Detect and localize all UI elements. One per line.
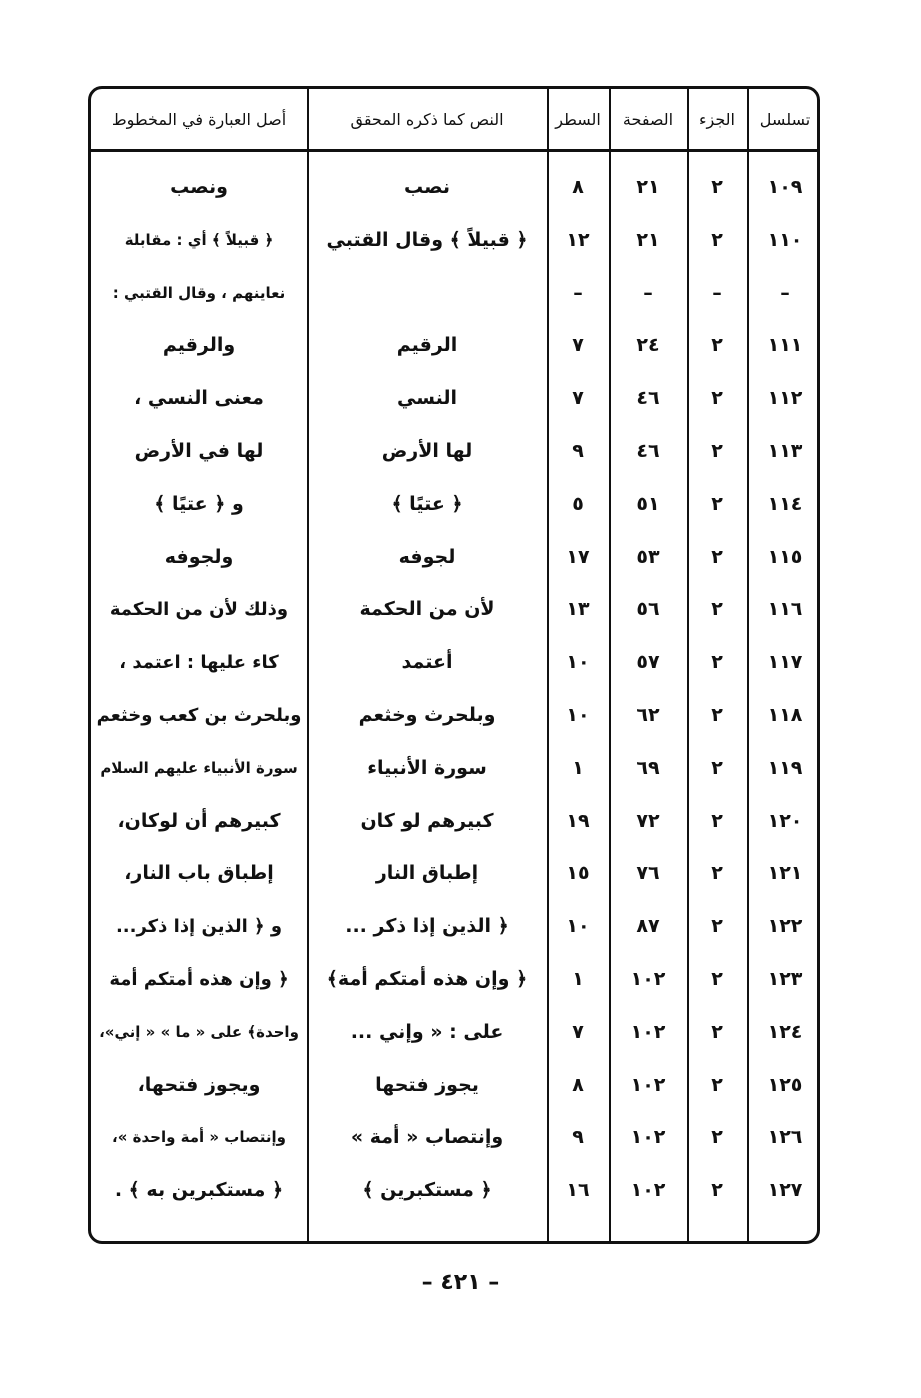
cell-part: ٢ <box>711 704 723 726</box>
cell-editor-text: إطباق النار <box>375 862 479 885</box>
cell-page: ٥١ <box>636 492 660 515</box>
cell-editor-text: لها الأرض <box>381 440 473 462</box>
cell-part: ٢ <box>711 1126 723 1149</box>
page-number: – ٤٢١ – <box>421 1270 500 1295</box>
cell-manuscript-text: والرقيم <box>162 334 236 357</box>
cell-serial: ١٢٢ <box>767 915 803 938</box>
cell-line: ١٩ <box>566 809 590 832</box>
cell-page: ٦٢ <box>636 704 660 726</box>
cell-line: ١٠ <box>566 704 590 726</box>
cell-page: ١٠٢ <box>630 1126 666 1149</box>
cell-part: ٢ <box>711 756 723 779</box>
cell-part: ٢ <box>711 1179 723 1202</box>
cell-serial: ١٢١ <box>767 862 803 885</box>
cell-editor-text: يجوز فتحها <box>375 1073 479 1096</box>
cell-manuscript-text: ﴿ قبيلاً ﴾ أي : مقابلة <box>124 230 274 249</box>
cell-page: ٥٣ <box>636 545 660 568</box>
cell-manuscript-text: ونصب <box>170 176 228 198</box>
cell-manuscript-text: واحدة﴾ على « ما » « إني»، <box>99 1022 299 1041</box>
cell-serial: ١١٨ <box>767 704 803 726</box>
cell-serial: ١١٤ <box>767 492 803 515</box>
cell-page: ١٠٢ <box>630 1179 666 1202</box>
cell-manuscript-text: ولجوفه <box>164 545 234 568</box>
header-line: السطر <box>555 109 601 129</box>
cell-part: ٢ <box>711 968 723 990</box>
cell-page: ٨٧ <box>636 915 660 938</box>
cell-manuscript-text: إطباق باب النار، <box>124 862 274 885</box>
cell-page: ٢١ <box>636 228 660 251</box>
cell-manuscript-text: لها في الأرض <box>134 440 264 462</box>
cell-serial: ١١٠ <box>767 228 803 251</box>
header-manuscript-text: أصل العبارة في المخطوط <box>111 109 287 129</box>
header-part: الجزء <box>699 109 735 129</box>
cell-manuscript-text: كبيرهم أن لوكان، <box>117 809 281 832</box>
cell-line: ١ <box>572 756 584 779</box>
cell-editor-text: نصب <box>404 176 450 198</box>
cell-line: ١٢ <box>566 228 590 251</box>
cell-page: ٤٦ <box>636 387 660 410</box>
cell-editor-text: أعتمد <box>401 651 453 674</box>
cell-serial: ١٢٦ <box>767 1126 803 1149</box>
cell-manuscript-text: و ﴿ عتيًا ﴾ <box>154 492 244 515</box>
cell-part: ٢ <box>711 492 723 515</box>
cell-serial: ١١١ <box>767 334 803 357</box>
header-editor-text: النص كما ذكره المحقق <box>350 109 504 129</box>
cell-manuscript-text: وذلك لأن من الحكمة <box>109 598 289 620</box>
cell-editor-text: سورة الأنبياء <box>367 756 487 779</box>
cell-page: ٧٢ <box>636 809 660 832</box>
cell-line: ١٣ <box>566 598 590 621</box>
cell-page: – <box>643 281 653 304</box>
cell-part: ٢ <box>711 176 723 198</box>
cell-line: ١٧ <box>566 545 590 568</box>
cell-editor-text: ﴿ قبيلاً ﴾ وقال القتبي <box>326 228 528 251</box>
cell-manuscript-text: ويجوز فتحها، <box>137 1073 261 1096</box>
cell-manuscript-text: كاء عليها : اعتمد ، <box>119 651 279 673</box>
cell-manuscript-text: سورة الأنبياء عليهم السلام <box>100 758 298 777</box>
cell-manuscript-text: ﴿ مستكبرين به ﴾ . <box>114 1179 284 1202</box>
cell-line: ١٠ <box>566 651 590 674</box>
cell-manuscript-text: نعاينهم ، وقال القتبي : <box>112 283 286 302</box>
cell-line: ٨ <box>572 1073 584 1096</box>
cell-line: ٩ <box>572 440 584 462</box>
cell-manuscript-text: وبلحرث بن كعب وخثعم <box>96 704 302 726</box>
cell-line: ١٠ <box>566 915 590 938</box>
cell-part: ٢ <box>711 651 723 674</box>
cell-line: ٧ <box>572 387 584 410</box>
cell-part: ٢ <box>711 387 723 410</box>
cell-manuscript-text: ﴿ وإن هذه أمتكم أمة <box>109 968 289 990</box>
cell-page: ٢٤ <box>636 334 660 357</box>
cell-page: ١٠٢ <box>630 1073 666 1096</box>
cell-line: ١٥ <box>566 862 590 885</box>
cell-serial: ١٢٤ <box>767 1020 803 1043</box>
cell-editor-text: وإنتصاب « أمة » <box>350 1126 504 1149</box>
cell-part: – <box>712 281 722 304</box>
cell-serial: ١٢٧ <box>767 1179 803 1202</box>
cell-serial: ١١٧ <box>767 651 803 674</box>
data-table <box>88 86 820 1244</box>
header-divider <box>91 149 817 152</box>
cell-serial: ١١٢ <box>767 387 803 410</box>
cell-serial: – <box>780 281 790 304</box>
cell-editor-text: ﴿ مستكبرين ﴾ <box>362 1179 492 1202</box>
cell-line: ٨ <box>572 176 584 198</box>
cell-line: – <box>573 281 583 304</box>
cell-line: ٥ <box>572 492 584 515</box>
cell-serial: ١١٥ <box>767 545 803 568</box>
cell-manuscript-text: و ﴿ الذين إذا ذكر... <box>115 915 283 937</box>
cell-part: ٢ <box>711 545 723 568</box>
cell-serial: ١٢٠ <box>767 809 803 832</box>
cell-page: ٧٦ <box>636 862 660 885</box>
cell-editor-text: ﴿ عتيًا ﴾ <box>391 492 463 515</box>
cell-page: ١٠٢ <box>630 968 666 990</box>
cell-manuscript-text: معنى النسي ، <box>134 387 264 410</box>
header-serial: تسلسل <box>759 109 811 129</box>
cell-line: ١ <box>572 968 584 990</box>
cell-serial: ١٢٥ <box>767 1073 803 1096</box>
cell-line: ٩ <box>572 1126 584 1149</box>
cell-part: ٢ <box>711 862 723 885</box>
cell-page: ٢١ <box>636 176 660 198</box>
cell-page: ١٠٢ <box>630 1020 666 1043</box>
cell-part: ٢ <box>711 228 723 251</box>
cell-editor-text: ﴿ الذين إذا ذكر ... <box>345 915 509 938</box>
cell-part: ٢ <box>711 440 723 462</box>
cell-page: ٤٦ <box>636 440 660 462</box>
cell-editor-text: ﴿ وإن هذه أمتكم أمة﴾ <box>326 968 528 990</box>
cell-serial: ١١٦ <box>767 598 803 621</box>
cell-part: ٢ <box>711 915 723 938</box>
cell-editor-text: على : « وإني ... <box>350 1020 504 1043</box>
cell-editor-text: لأن من الحكمة <box>359 598 495 621</box>
cell-manuscript-text: وإنتصاب « أمة واحدة »، <box>112 1128 286 1147</box>
cell-part: ٢ <box>711 809 723 832</box>
cell-page: ٥٧ <box>636 651 660 674</box>
cell-serial: ١١٣ <box>767 440 803 462</box>
cell-page: ٦٩ <box>636 756 660 779</box>
cell-editor-text <box>307 267 547 319</box>
cell-part: ٢ <box>711 334 723 357</box>
cell-editor-text: كبيرهم لو كان <box>360 809 494 832</box>
header-page: الصفحة <box>622 109 674 129</box>
cell-serial: ١٢٣ <box>767 968 803 990</box>
cell-editor-text: النسي <box>397 387 457 410</box>
cell-editor-text: لجوفه <box>398 545 456 568</box>
cell-part: ٢ <box>711 1073 723 1096</box>
cell-line: ١٦ <box>566 1179 590 1202</box>
cell-part: ٢ <box>711 598 723 621</box>
cell-part: ٢ <box>711 1020 723 1043</box>
cell-serial: ١٠٩ <box>767 176 803 198</box>
cell-serial: ١١٩ <box>767 756 803 779</box>
cell-page: ٥٦ <box>636 598 660 621</box>
cell-editor-text: الرقيم <box>396 334 458 357</box>
cell-editor-text: وبلحرث وخثعم <box>358 704 496 726</box>
cell-line: ٧ <box>572 1020 584 1043</box>
cell-line: ٧ <box>572 334 584 357</box>
